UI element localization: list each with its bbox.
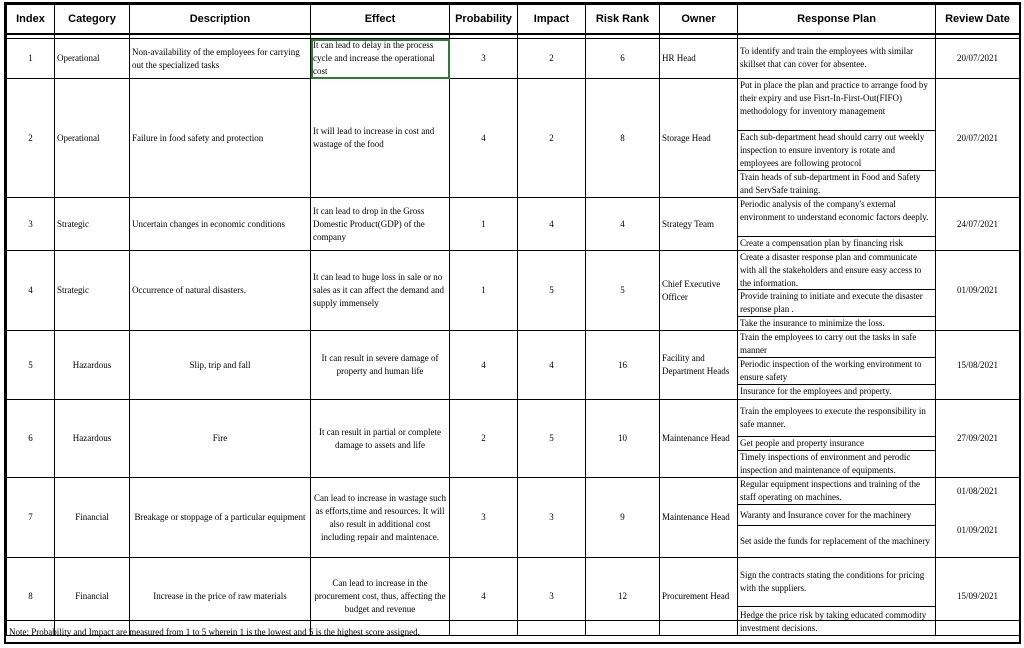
plan-item: Periodic inspection of the working environment to ensure safety	[738, 358, 935, 385]
header-index[interactable]: Index	[7, 5, 55, 35]
cell-risk-rank[interactable]: 10	[586, 400, 660, 478]
cell-probability[interactable]: 4	[450, 79, 518, 198]
table-row	[7, 400, 1020, 478]
cell-risk-rank[interactable]: 6	[586, 39, 660, 79]
cell-response-plan[interactable]	[738, 79, 936, 198]
cell-owner[interactable]: Procurement Head	[660, 558, 738, 636]
plan-item: Put in place the plan and practice to arrange food by their expiry and use Fisrt-In-First-Out(FIFO) methodology for inventory management	[738, 79, 935, 131]
review-date: 01/09/2021	[956, 525, 998, 535]
cell-category[interactable]: Strategic	[55, 198, 130, 251]
cell-description[interactable]: Slip, trip and fall	[130, 331, 311, 400]
cell-category[interactable]: Financial	[55, 558, 130, 636]
cell-review-date[interactable]: 24/07/2021	[936, 198, 1020, 251]
header-effect[interactable]: Effect	[311, 5, 450, 35]
plan-item: Periodic analysis of the company's external environment to understand economic factors deeply.	[738, 198, 935, 237]
cell-category[interactable]: Operational	[55, 39, 130, 79]
table-row	[7, 198, 1020, 251]
table-row	[7, 478, 1020, 558]
plan-item: Regular equipment inspections and training of the staff operating on machines.	[738, 478, 935, 505]
header-row	[7, 5, 1020, 35]
cell-response-plan[interactable]	[738, 478, 936, 558]
cell-review-date[interactable]: 15/08/2021	[936, 331, 1020, 400]
cell-response-plan[interactable]	[738, 251, 936, 331]
cell-review-date[interactable]	[936, 478, 1020, 558]
header-response-plan[interactable]: Response Plan	[738, 5, 936, 35]
table-row	[7, 79, 1020, 198]
plan-item: Create a disaster response plan and communicate with all the stakeholders and ensure easy access to the information.	[738, 251, 935, 290]
plan-item: To identify and train the employees with similar skillset that can cover for absentee.	[740, 46, 914, 69]
plan-item: Hedge the price risk by taking educated commodity investment decisions.	[740, 610, 927, 633]
cell-owner[interactable]: Maintenance Head	[660, 478, 738, 558]
cell-review-date[interactable]: 01/09/2021	[936, 251, 1020, 331]
risk-table	[6, 4, 1020, 636]
cell-impact[interactable]: 2	[518, 39, 586, 79]
cell-risk-rank[interactable]: 9	[586, 478, 660, 558]
cell-effect[interactable]: It will lead to increase in cost and wastage of the food	[311, 79, 450, 198]
header-category[interactable]: Category	[55, 5, 130, 35]
cell-category[interactable]: Financial	[55, 478, 130, 558]
header-risk-rank[interactable]: Risk Rank	[586, 5, 660, 35]
cell-review-date[interactable]: 20/07/2021	[936, 39, 1020, 79]
cell-owner[interactable]: HR Head	[660, 39, 738, 79]
cell-probability[interactable]: 1	[450, 251, 518, 331]
plan-item: Create a compensation plan by financing risk	[740, 238, 903, 248]
cell-impact[interactable]: 4	[518, 331, 586, 400]
cell-probability[interactable]: 3	[450, 39, 518, 79]
cell-index[interactable]: 6	[7, 400, 55, 478]
cell-impact[interactable]: 3	[518, 558, 586, 636]
table-row	[7, 331, 1020, 400]
cell-index[interactable]: 8	[7, 558, 55, 636]
cell-probability[interactable]: 2	[450, 400, 518, 478]
cell-review-date[interactable]: 27/09/2021	[936, 400, 1020, 478]
plan-item: Sign the contracts stating the conditions for pricing with the suppliers.	[738, 558, 935, 607]
cell-response-plan[interactable]	[738, 39, 936, 79]
header-owner[interactable]: Owner	[660, 5, 738, 35]
cell-description[interactable]: Uncertain changes in economic conditions	[130, 198, 311, 251]
table-row	[7, 39, 1020, 79]
cell-effect[interactable]: Can lead to increase in the procurement cost, thus, affecting the budget and revenue	[311, 558, 450, 636]
cell-owner[interactable]: Chief Executive Officer	[660, 251, 738, 331]
cell-description[interactable]: Breakage or stoppage of a particular equipment	[130, 478, 311, 558]
cell-owner[interactable]: Facility and Department Heads	[660, 331, 738, 400]
plan-item: Waranty and Insurance cover for the machinery	[738, 505, 935, 526]
header-description[interactable]: Description	[130, 5, 311, 35]
cell-impact[interactable]: 5	[518, 251, 586, 331]
cell-owner[interactable]: Strategy Team	[660, 198, 738, 251]
cell-category[interactable]: Operational	[55, 79, 130, 198]
plan-item: Each sub-department head should carry out weekly inspection to ensure inventory is rotate and employees are following protocol	[738, 131, 935, 171]
cell-description[interactable]: Increase in the price of raw materials	[130, 558, 311, 636]
cell-impact[interactable]: 3	[518, 478, 586, 558]
cell-impact[interactable]: 2	[518, 79, 586, 198]
cell-index[interactable]: 4	[7, 251, 55, 331]
cell-probability[interactable]: 4	[450, 331, 518, 400]
cell-effect[interactable]: It can result in partial or complete damage to assets and life	[311, 400, 450, 478]
cell-description[interactable]: Failure in food safety and protection	[130, 79, 311, 198]
header-probability[interactable]: Probability	[450, 5, 518, 35]
cell-category[interactable]: Strategic	[55, 251, 130, 331]
cell-effect[interactable]: It can result in severe damage of property and human life	[311, 331, 450, 400]
cell-probability[interactable]: 4	[450, 558, 518, 636]
cell-effect-selected[interactable]: It can lead to delay in the process cycle and increase the operational cost	[311, 39, 450, 79]
plan-item: Timely inspections of environment and perodic inspection and maintenance of equipments.	[740, 452, 911, 475]
plan-item: Take the insurance to minimize the loss.	[740, 318, 885, 328]
cell-impact[interactable]: 4	[518, 198, 586, 251]
cell-response-plan[interactable]	[738, 331, 936, 400]
risk-register-sheet	[4, 2, 1021, 644]
cell-risk-rank[interactable]: 5	[586, 251, 660, 331]
cell-risk-rank[interactable]: 12	[586, 558, 660, 636]
cell-risk-rank[interactable]: 16	[586, 331, 660, 400]
plan-item: Train the employees to execute the responsibility in safe manner.	[738, 400, 935, 437]
plan-item: Train the employees to carry out the tasks in safe manner	[738, 331, 935, 358]
cell-index[interactable]: 5	[7, 331, 55, 400]
cell-index[interactable]: 3	[7, 198, 55, 251]
cell-owner[interactable]: Storage Head	[660, 79, 738, 198]
cell-effect[interactable]: It can lead to huge loss in sale or no sales as it can affect the demand and supply immensely	[311, 251, 450, 331]
cell-description[interactable]: Fire	[130, 400, 311, 478]
table-row	[7, 251, 1020, 331]
cell-effect[interactable]: Can lead to increase in wastage such as efforts,time and resources. It will also result in additional cost including repair and maintenace.	[311, 478, 450, 558]
cell-description[interactable]: Non-availability of the employees for carrying out the specialized tasks	[130, 39, 311, 79]
cell-category[interactable]: Hazardous	[55, 331, 130, 400]
cell-response-plan[interactable]	[738, 400, 936, 478]
cell-response-plan[interactable]	[738, 198, 936, 251]
footnote: Note: Probability and Impact are measured from 1 to 5 wherein 1 is the lowest and 5 is the highest score assigned.	[6, 620, 1019, 642]
cell-impact[interactable]: 5	[518, 400, 586, 478]
cell-index[interactable]: 2	[7, 79, 55, 198]
cell-effect[interactable]: It can lead to drop in the Gross Domestic Product(GDP) of the company	[311, 198, 450, 251]
plan-item: Provide training to initiate and execute the disaster response plan .	[738, 290, 935, 317]
cell-review-date[interactable]: 20/07/2021	[936, 79, 1020, 198]
header-impact[interactable]: Impact	[518, 5, 586, 35]
cell-review-date[interactable]: 15/09/2021	[936, 558, 1020, 636]
cell-owner[interactable]: Maintenance Head	[660, 400, 738, 478]
cell-risk-rank[interactable]: 4	[586, 198, 660, 251]
cell-probability[interactable]: 1	[450, 198, 518, 251]
cell-probability[interactable]: 3	[450, 478, 518, 558]
plan-item: Set aside the funds for replacement of the machinery	[740, 536, 930, 546]
cell-description[interactable]: Occurrence of natural disasters.	[130, 251, 311, 331]
plan-item: Train heads of sub-department in Food and Safety and ServSafe training.	[740, 172, 921, 195]
cell-index[interactable]: 1	[7, 39, 55, 79]
plan-item: Get people and property insurance	[738, 437, 935, 451]
review-date: 01/08/2021	[956, 486, 998, 496]
cell-index[interactable]: 7	[7, 478, 55, 558]
cell-risk-rank[interactable]: 8	[586, 79, 660, 198]
header-review-date[interactable]: Review Date	[936, 5, 1020, 35]
cell-category[interactable]: Hazardous	[55, 400, 130, 478]
plan-item: Insurance for the employees and property.	[740, 386, 892, 396]
